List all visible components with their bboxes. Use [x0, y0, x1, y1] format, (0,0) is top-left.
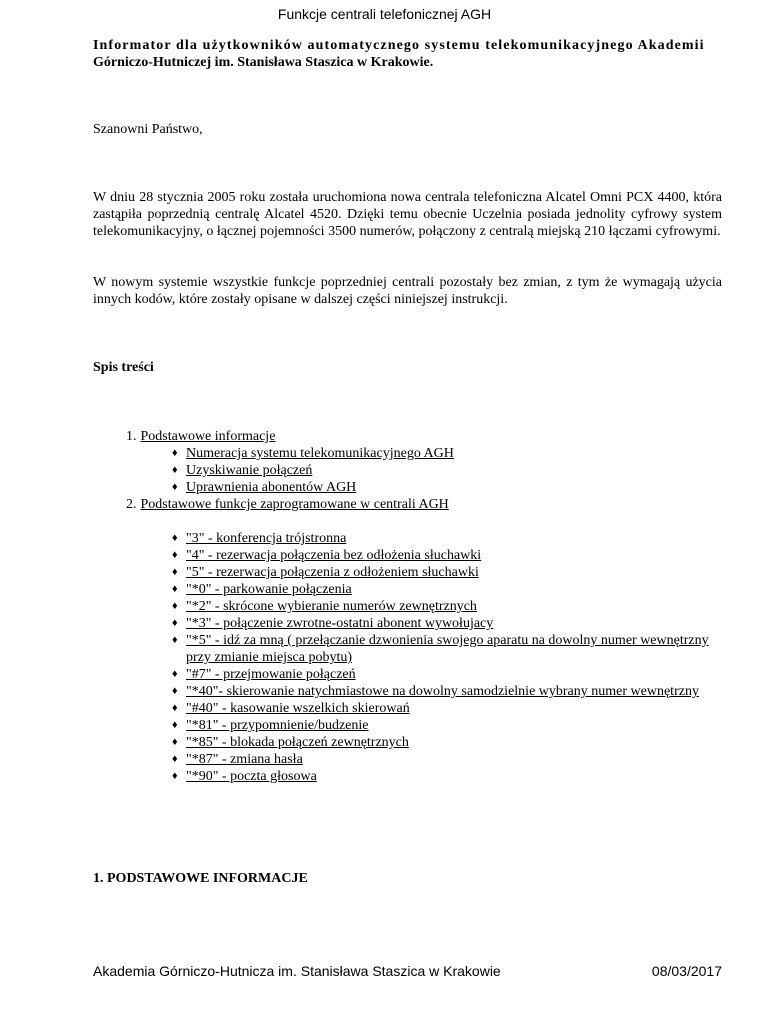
toc-item [172, 700, 722, 717]
toc-item [172, 445, 722, 462]
document-title-line1: Informator dla użytkowników automatycznego systemu telekomunikacyjnego Akademii [93, 38, 705, 53]
toc-item [172, 683, 722, 700]
bullet-icon: ♦ [172, 549, 178, 561]
toc-section-number: 2. [126, 497, 137, 512]
footer-institution: Akademia Górniczo-Hutnicza im. Stanisława Staszica w Krakowie [93, 963, 501, 979]
toc-section-number: 1. [126, 429, 137, 444]
toc-link-func-5[interactable]: "5" - rezerwacja połączenia z odłożeniem słuchawki [186, 565, 479, 580]
toc-section-1 [126, 428, 275, 445]
bullet-icon: ♦ [172, 719, 178, 731]
document-title-line2: Górniczo-Hutniczej im. Stanisława Staszica w Krakowie. [93, 55, 434, 70]
toc-link-func-star5[interactable]: "*5" - idź za mną ( przełączanie dzwonienia swojego aparatu na dowolny numer wewnętrzny przy zmianie miejsca pobytu) [186, 633, 709, 665]
toc-item [172, 768, 722, 785]
toc-item [172, 615, 722, 632]
bullet-icon: ♦ [172, 634, 178, 646]
toc-link-numeracja[interactable]: Numeracja systemu telekomunikacyjnego AGH [186, 446, 454, 461]
toc-link-func-4[interactable]: "4" - rezerwacja połączenia bez odłożenia słuchawki [186, 548, 482, 563]
toc-link-uzyskiwanie-polaczen[interactable]: Uzyskiwanie połączeń [186, 463, 313, 478]
bullet-icon: ♦ [172, 532, 178, 544]
bullet-icon: ♦ [172, 464, 178, 476]
bullet-icon: ♦ [172, 583, 178, 595]
toc-item [172, 598, 722, 615]
bullet-icon: ♦ [172, 481, 178, 493]
bullet-icon: ♦ [172, 753, 178, 765]
toc-item [172, 632, 717, 666]
bullet-icon: ♦ [172, 668, 178, 680]
page-footer [93, 963, 722, 979]
bullet-icon: ♦ [172, 685, 178, 697]
toc-section-2 [126, 496, 449, 513]
toc-link-podstawowe-informacje[interactable]: Podstawowe informacje [140, 429, 276, 444]
bullet-icon: ♦ [172, 600, 178, 612]
toc-link-func-star3[interactable]: "*3" - połączenie zwrotne-ostatni abonent wywołujacy [186, 616, 494, 631]
bullet-icon: ♦ [172, 447, 178, 459]
toc-link-func-3[interactable]: "3" - konferencja trójstronna [186, 531, 347, 546]
toc-link-func-star90[interactable]: "*90" - poczta głosowa [186, 769, 317, 784]
toc-item [172, 530, 722, 547]
toc-link-func-star85[interactable]: "*85" - blokada połączeń zewnętrznych [186, 735, 409, 750]
toc-item [172, 666, 722, 683]
greeting: Szanowni Państwo, [93, 122, 203, 137]
footer-date: 08/03/2017 [651, 963, 722, 979]
intro-paragraph: W dniu 28 stycznia 2005 roku została uruchomiona nowa centrala telefoniczna Alcatel Omni PCX 4400, która zastąpiła poprzednią centralę Alcatel 4520. Dzięki temu obecnie Uczelnia posiada jednolity cyfrowy system telekomunikacyjny, o łącznej pojemności 3500 numerów, połączony z centralą miejską 210 łączami cyfrowymi. [93, 190, 722, 239]
toc-link-func-star81[interactable]: "*81" - przypomnienie/budzenie [186, 718, 369, 733]
toc-item [172, 734, 722, 751]
toc-item [172, 717, 722, 734]
bullet-icon: ♦ [172, 736, 178, 748]
toc-link-podstawowe-funkcje[interactable]: Podstawowe funkcje zaprogramowane w centrali AGH [140, 497, 449, 512]
toc-link-func-hash7[interactable]: "#7" - przejmowanie połączeń [186, 667, 356, 682]
functions-paragraph: W nowym systemie wszystkie funkcje poprzedniej centrali pozostały bez zmian, z tym że wymagają użycia innych kodów, które zostały opisane w dalszej części niniejszej instrukcji. [93, 275, 722, 307]
toc-link-func-hash40[interactable]: "#40" - kasowanie wszelkich skierowań [186, 701, 410, 716]
section-heading: 1. PODSTAWOWE INFORMACJE [93, 871, 308, 886]
document-title [93, 37, 722, 71]
toc-link-uprawnienia[interactable]: Uprawnienia abonentów AGH [186, 480, 357, 495]
bullet-icon: ♦ [172, 617, 178, 629]
toc-item [172, 547, 722, 564]
toc-heading: Spis treści [93, 360, 154, 375]
page-header: Funkcje centrali telefonicznej AGH [277, 6, 492, 22]
bullet-icon: ♦ [172, 566, 178, 578]
toc-item [172, 462, 722, 479]
bullet-icon: ♦ [172, 770, 178, 782]
toc-link-func-star0[interactable]: "*0" - parkowanie połączenia [186, 582, 352, 597]
toc-item [172, 479, 722, 496]
toc-item [172, 581, 722, 598]
toc-item [172, 751, 722, 768]
toc-link-func-star40[interactable]: "*40"- skierowanie natychmiastowe na dowolny samodzielnie wybrany numer wewnętrzny [186, 684, 699, 699]
toc-link-func-star87[interactable]: "*87" - zmiana hasła [186, 752, 303, 767]
toc-link-func-star2[interactable]: "*2" - skrócone wybieranie numerów zewnętrznych [186, 599, 477, 614]
toc-item [172, 564, 722, 581]
bullet-icon: ♦ [172, 702, 178, 714]
